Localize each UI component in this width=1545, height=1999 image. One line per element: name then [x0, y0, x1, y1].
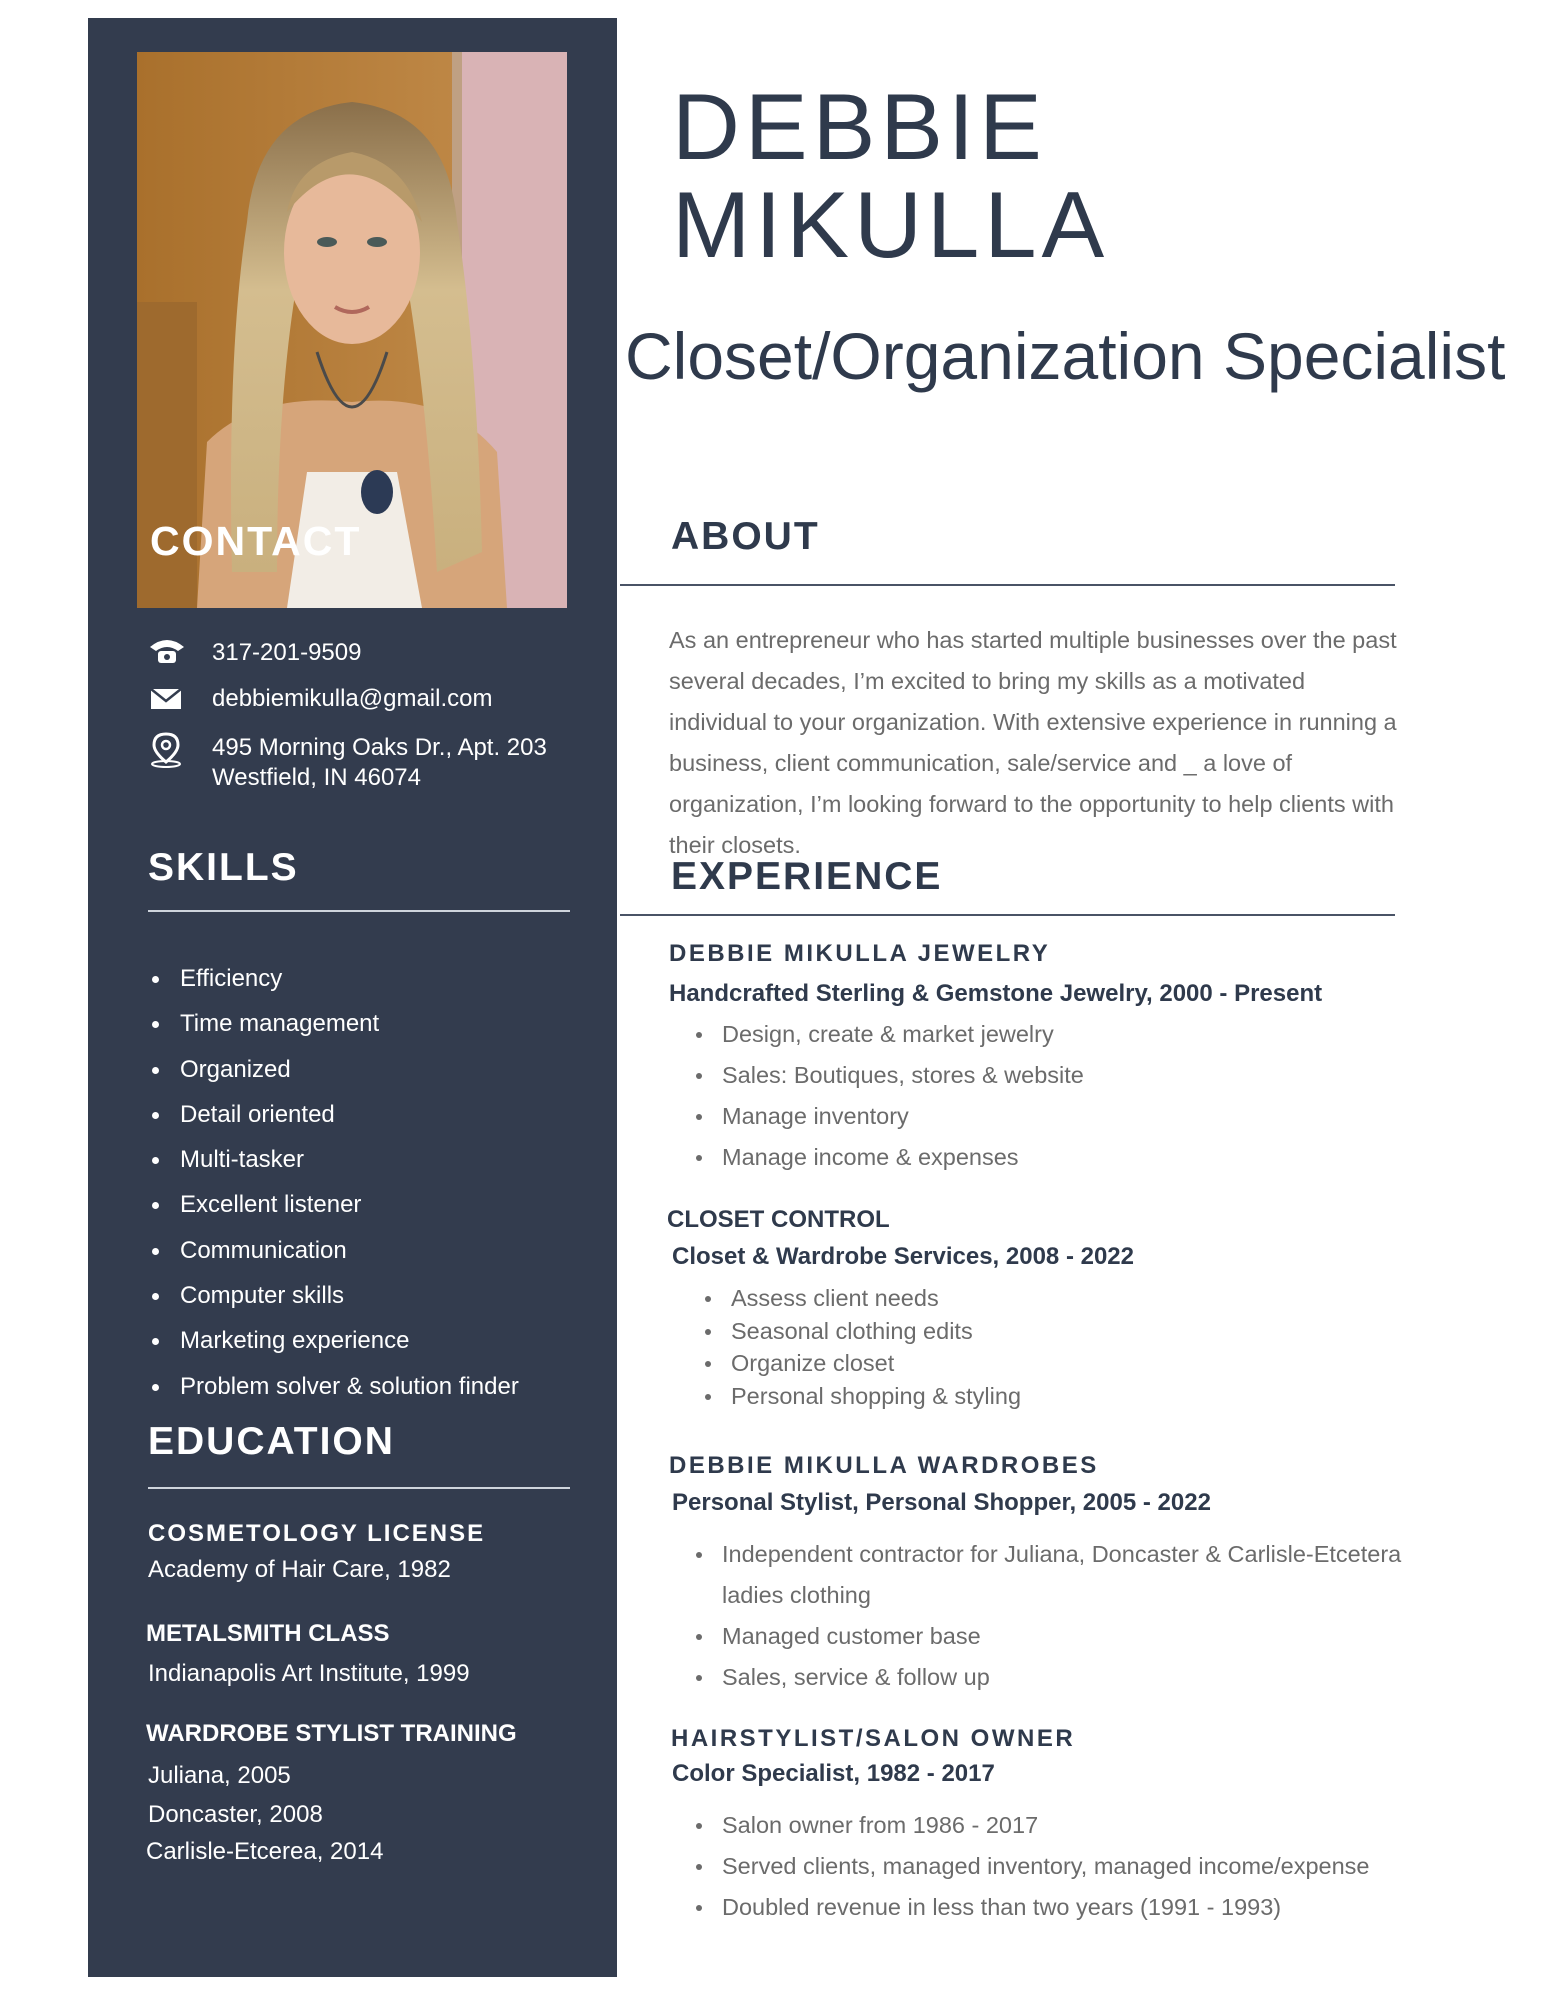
job-company: CLOSET CONTROL — [667, 1206, 890, 1233]
job-title: Closet/Organization Specialist — [625, 319, 1506, 393]
sidebar — [88, 18, 617, 1977]
job-bullet: Salon owner from 1986 - 2017 — [692, 1805, 1370, 1846]
email-address: debbiemikulla@gmail.com — [212, 685, 493, 712]
job-bullet: Organize closet — [701, 1347, 1021, 1380]
job-company: DEBBIE MIKULLA WARDROBES — [669, 1452, 1099, 1479]
location-pin-icon — [148, 732, 186, 766]
skills-title: SKILLS — [148, 846, 299, 889]
job-bullets — [701, 1282, 1021, 1412]
first-name: DEBBIE — [672, 74, 1047, 179]
job-company: HAIRSTYLIST/SALON OWNER — [671, 1725, 1076, 1752]
skills-list — [148, 956, 519, 1409]
job-bullet: Design, create & market jewelry — [692, 1014, 1084, 1055]
about-divider — [620, 584, 1395, 586]
skill-item: Marketing experience — [148, 1318, 519, 1363]
address-line-1: 495 Morning Oaks Dr., Apt. 203 — [212, 734, 547, 761]
skill-item: Communication — [148, 1228, 519, 1273]
education-detail: Academy of Hair Care, 1982 — [148, 1556, 451, 1583]
skills-divider — [148, 910, 570, 912]
last-name: MIKULLA — [672, 172, 1110, 277]
candidate-name — [672, 74, 1110, 277]
mail-icon — [148, 683, 186, 717]
job-bullet: Personal shopping & styling — [701, 1380, 1021, 1413]
job-role: Handcrafted Sterling & Gemstone Jewelry, 2000 - Present — [669, 980, 1323, 1007]
education-detail: Doncaster, 2008 — [148, 1801, 323, 1828]
job-bullet: Served clients, managed inventory, managed income/expense — [692, 1846, 1370, 1887]
education-heading: METALSMITH CLASS — [146, 1620, 390, 1647]
phone-icon — [148, 637, 186, 671]
job-bullet: Managed customer base — [692, 1616, 1442, 1657]
job-bullet: Sales, service & follow up — [692, 1657, 1442, 1698]
contact-title: CONTACT — [150, 518, 362, 564]
phone-number: 317-201-9509 — [212, 639, 362, 666]
address-line-2: Westfield, IN 46074 — [212, 764, 422, 791]
education-detail: Indianapolis Art Institute, 1999 — [148, 1660, 470, 1687]
job-bullet: Assess client needs — [701, 1282, 1021, 1315]
education-heading: COSMETOLOGY LICENSE — [148, 1520, 486, 1547]
job-bullet: Seasonal clothing edits — [701, 1315, 1021, 1348]
skill-item: Excellent listener — [148, 1182, 519, 1227]
about-title: ABOUT — [671, 515, 820, 558]
job-bullets — [692, 1805, 1370, 1928]
education-heading: WARDROBE STYLIST TRAINING — [146, 1720, 517, 1747]
job-bullet: Sales: Boutiques, stores & website — [692, 1055, 1084, 1096]
about-text: As an entrepreneur who has started multiple businesses over the past several decades, I’m excited to bring my skills as a motivated individual to your organization. With extensive experience in running a business, client communication, sale/service and _ a love of organization, I’m looking forward to the opportunity to help clients with their closets. — [669, 627, 1397, 858]
education-detail: Carlisle-Etcerea, 2014 — [146, 1838, 384, 1865]
experience-divider — [620, 914, 1395, 916]
job-bullet: Independent contractor for Juliana, Doncaster & Carlisle-Etcetera ladies clothing — [692, 1534, 1442, 1616]
job-company: DEBBIE MIKULLA JEWELRY — [669, 940, 1051, 967]
job-bullets — [692, 1014, 1084, 1178]
job-bullet: Doubled revenue in less than two years (1991 - 1993) — [692, 1887, 1370, 1928]
skill-item: Efficiency — [148, 956, 519, 1001]
skill-item: Organized — [148, 1047, 519, 1092]
education-detail: Juliana, 2005 — [148, 1762, 291, 1789]
experience-title: EXPERIENCE — [671, 855, 943, 898]
job-role: Personal Stylist, Personal Shopper, 2005 - 2022 — [672, 1489, 1211, 1516]
education-title: EDUCATION — [148, 1420, 395, 1463]
education-divider — [148, 1487, 570, 1489]
job-role: Closet & Wardrobe Services, 2008 - 2022 — [672, 1243, 1134, 1270]
job-role: Color Specialist, 1982 - 2017 — [672, 1760, 995, 1787]
skill-item: Problem solver & solution finder — [148, 1364, 519, 1409]
job-bullets — [692, 1534, 1442, 1698]
skill-item: Detail oriented — [148, 1092, 519, 1137]
job-bullet: Manage income & expenses — [692, 1137, 1084, 1178]
skill-item: Time management — [148, 1001, 519, 1046]
skill-item: Multi-tasker — [148, 1137, 519, 1182]
skill-item: Computer skills — [148, 1273, 519, 1318]
job-bullet: Manage inventory — [692, 1096, 1084, 1137]
